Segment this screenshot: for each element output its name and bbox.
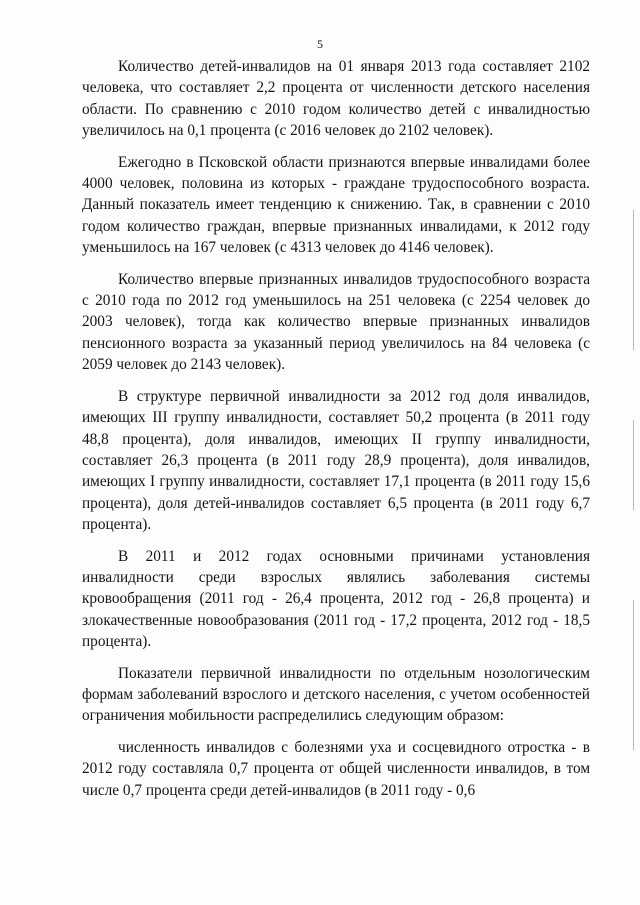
paragraph-ear-diseases: численность инвалидов с болезнями уха и сосцевидного отростка - в 2012 году составляла 0,7 процента от общей численности инвалидов, в том числе 0,7 процента среди детей-инвалидов (в 2011 году - 0,6 [82,738,590,799]
paragraph-working-age: Количество впервые признанных инвалидов трудоспособного возраста с 2010 года по 2012 год уменьшилось на 251 человека (с 2254 человек до 2003 человек), тогда как количество впервые признанных инвалидов пенсионного возраста за указанный период увеличилось на 84 человека (с 2059 человек до 2143 человек). [82,270,590,374]
body-text [82,56,590,801]
paragraph-main-causes: В 2011 и 2012 годах основными причинами установления инвалидности среди взрослых являлись заболевания системы кровообращения (2011 год - 26,4 процента, 2012 год - 26,8 процента) и злокачественные новообразования (2011 год - 17,2 процента, 2012 год - 18,5 процента). [82,547,590,651]
scan-edge-mark [633,600,634,750]
paragraph-children-disability: Количество детей-инвалидов на 01 января 2013 года составляет 2102 человека, что составляет 2,2 процента от численности детского населения области. По сравнению с 2010 годом количество детей с инвалидностью увеличилось на 0,1 процента (с 2016 человек до 2102 человек). [82,58,590,140]
paragraph-structure-2012: В структуре первичной инвалидности за 2012 год доля инвалидов, имеющих III группу инвалидности, составляет 50,2 процента (в 2011 году 48,8 процента), доля инвалидов, имеющих II группу инвалидности, составляет 26,3 процента (в 2011 году 28,9 процента), доля инвалидов, имеющих I группу инвалидности, составляет 17,1 процента (в 2011 году 15,6 процента), доля детей-инвалидов составляет 6,5 процента (в 2011 году 6,7 процента). [82,387,590,534]
page-number: 5 [317,37,323,51]
scan-edge-mark [633,420,634,510]
scan-edge-mark [633,210,634,350]
paragraph-nosological-forms: Показатели первичной инвалидности по отдельным нозологическим формам заболеваний взрослого и детского населения, с учетом особенностей ограничения мобильности распределились следующим образом: [82,664,590,725]
paragraph-annual-new-disabled: Ежегодно в Псковской области признаются впервые инвалидами более 4000 человек, половина из которых - граждане трудоспособного возраста. Данный показатель имеет тенденцию к снижению. Так, в сравнении с 2010 годом количество граждан, впервые признанных инвалидами, к 2012 году уменьшилось на 167 человек (с 4313 человек до 4146 человек). [82,153,590,257]
